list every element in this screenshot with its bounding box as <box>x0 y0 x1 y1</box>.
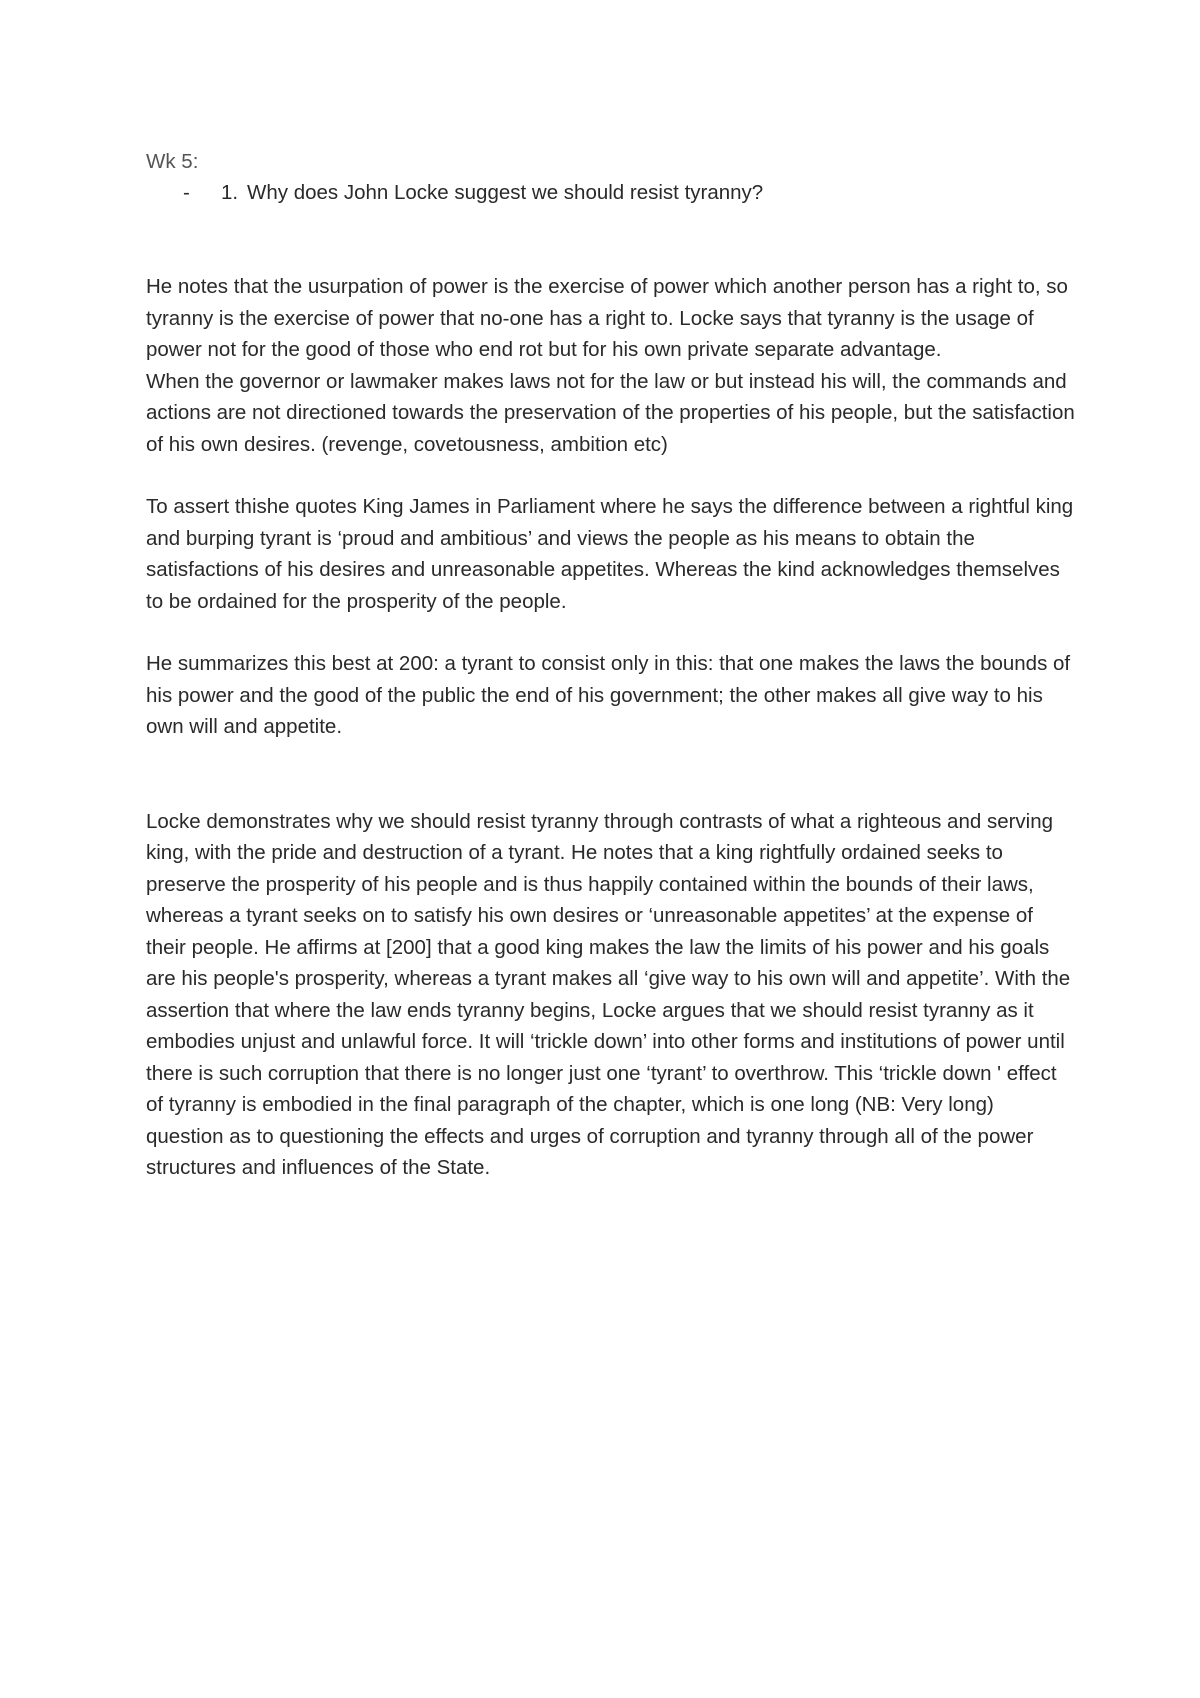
paragraph: He notes that the usurpation of power is the exercise of power which another person has a right to, so tyranny is the exercise of power that no-one has a right to. Locke says that tyranny is the usage of power not for the good of those who end rot but for his own private separate advantage. <box>146 275 1068 361</box>
week-heading: Wk 5: <box>146 150 199 173</box>
question-number: 1. <box>221 181 239 204</box>
paragraph-group-2 <box>146 491 1076 617</box>
paragraph-group-3 <box>146 648 1076 743</box>
list-bullet: - <box>183 181 190 204</box>
paragraph-group-4 <box>146 806 1076 1184</box>
question-text: Why does John Locke suggest we should resist tyranny? <box>247 181 764 204</box>
paragraph: To assert thishe quotes King James in Parliament where he says the difference between a rightful king and burping tyrant is ‘proud and ambitious’ and views the people as his means to obtain the satisfactions of his desires and unreasonable appetites. Whereas the kind acknowledges themselves to be ordained for the prosperity of the people. <box>146 495 1074 613</box>
paragraph: Locke demonstrates why we should resist tyranny through contrasts of what a righteous and serving king, with the pride and destruction of a tyrant. He notes that a king rightfully ordained seeks to preserve the prosperity of his people and is thus happily contained within the bounds of their laws, whereas a tyrant seeks on to satisfy his own desires or ‘unreasonable appetites’ at the expense of their people. He affirms at [200] that a good king makes the law the limits of his power and his goals are his people's prosperity, whereas a tyrant makes all ‘give way to his own will and appetite’. With the assertion that where the law ends tyranny begins, Locke argues that we should resist tyranny as it embodies unjust and unlawful force. It will ‘trickle down’ into other forms and institutions of power until there is such corruption that there is no longer just one ‘tyrant’ to overthrow. This ‘trickle down ' effect of tyranny is embodied in the final paragraph of the chapter, which is one long (NB: Very long) question as to questioning the effects and urges of corruption and tyranny through all of the power structures and influences of the State. <box>146 809 1071 1179</box>
paragraph: He summarizes this best at 200: a tyrant to consist only in this: that one makes the laws the bounds of his power and the good of the public the end of his government; the other makes all give way to his own will and appetite. <box>146 652 1071 738</box>
paragraph: When the governor or lawmaker makes laws not for the law or but instead his will, the commands and actions are not directioned towards the preservation of the properties of his people, but the satisfaction of his own desires. (revenge, covetousness, ambition etc) <box>146 369 1075 456</box>
question-item <box>146 177 1076 208</box>
document-body <box>146 146 1076 1184</box>
paragraph-group-1 <box>146 271 1076 460</box>
